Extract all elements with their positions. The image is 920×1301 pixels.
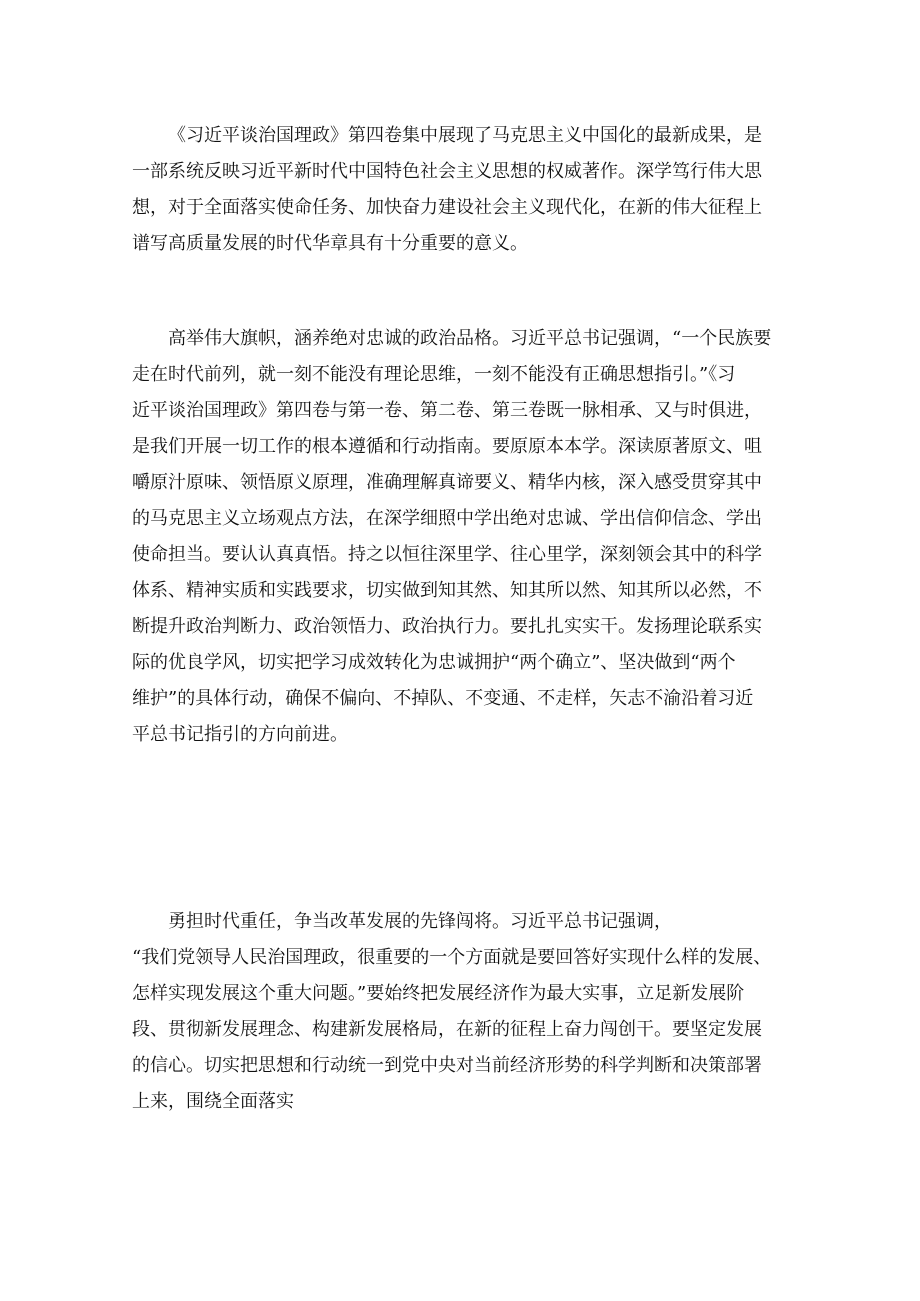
text-line: 平总书记指引的方向前进。: [132, 724, 348, 745]
paragraph-intro: [132, 118, 792, 262]
paragraph-banner: [132, 321, 792, 753]
text-line: 的马克思主义立场观点方法，在深学细照中学出绝对忠诚、学出信仰信念、学出: [132, 508, 762, 529]
text-line: 的信心。切实把思想和行动统一到党中央对当前经济形势的科学判断和决策部署: [132, 1055, 762, 1076]
text-line: 际的优良学风，切实把学习成效转化为忠诚拥护“两个确立”、坚决做到“两个: [132, 652, 736, 673]
text-line: 怎样实现发展这个重大问题。”要始终把发展经济作为最大实事，立足新发展阶: [132, 983, 745, 1004]
text-line: 是我们开展一切工作的根本遵循和行动指南。要原原本本学。深读原著原文、咀: [132, 436, 762, 457]
text-line: 勇担时代重任，争当改革发展的先锋闯将。习近平总书记强调，: [168, 911, 672, 932]
text-line: 谱写高质量发展的时代华章具有十分重要的意义。: [132, 233, 528, 254]
text-line: 断提升政治判断力、政治领悟力、政治执行力。要扎扎实实干。发扬理论联系实: [132, 616, 762, 637]
text-line: 想，对于全面落实使命任务、加快奋力建设社会主义现代化，在新的伟大征程上: [132, 197, 762, 218]
text-line: “我们党领导人民治国理政，很重要的一个方面就是要回答好实现什么样的发展、: [132, 947, 772, 968]
paragraph-responsibility: [132, 904, 792, 1120]
text-line: 维护”的具体行动，确保不偏向、不掉队、不变通、不走样，矢志不渝沿着习近: [132, 688, 754, 709]
text-line: 体系、精神实质和实践要求，切实做到知其然、知其所以然、知其所以必然，不: [132, 580, 762, 601]
text-line: 高举伟大旗帜，涵养绝对忠诚的政治品格。习近平总书记强调，“一个民族要: [168, 328, 772, 349]
text-line: 近平谈治国理政》第四卷与第一卷、第二卷、第三卷既一脉相承、又与时俱进，: [132, 400, 762, 421]
text-line: 一部系统反映习近平新时代中国特色社会主义思想的权威著作。深学笃行伟大思: [132, 161, 762, 182]
text-line: 《习近平谈治国理政》第四卷集中展现了马克思主义中国化的最新成果，是: [168, 125, 762, 146]
text-line: 段、贯彻新发展理念、构建新发展格局，在新的征程上奋力闯创干。要坚定发展: [132, 1019, 762, 1040]
text-line: 使命担当。要认认真真悟。持之以恒往深里学、往心里学，深刻领会其中的科学: [132, 544, 762, 565]
text-line: 嚼原汁原味、领悟原义原理，准确理解真谛要义、精华内核，深入感受贯穿其中: [132, 472, 762, 493]
text-line: 上来，围绕全面落实: [132, 1091, 294, 1112]
text-line: 走在时代前列，就一刻不能没有理论思维，一刻不能没有正确思想指引。”《习: [132, 364, 736, 385]
